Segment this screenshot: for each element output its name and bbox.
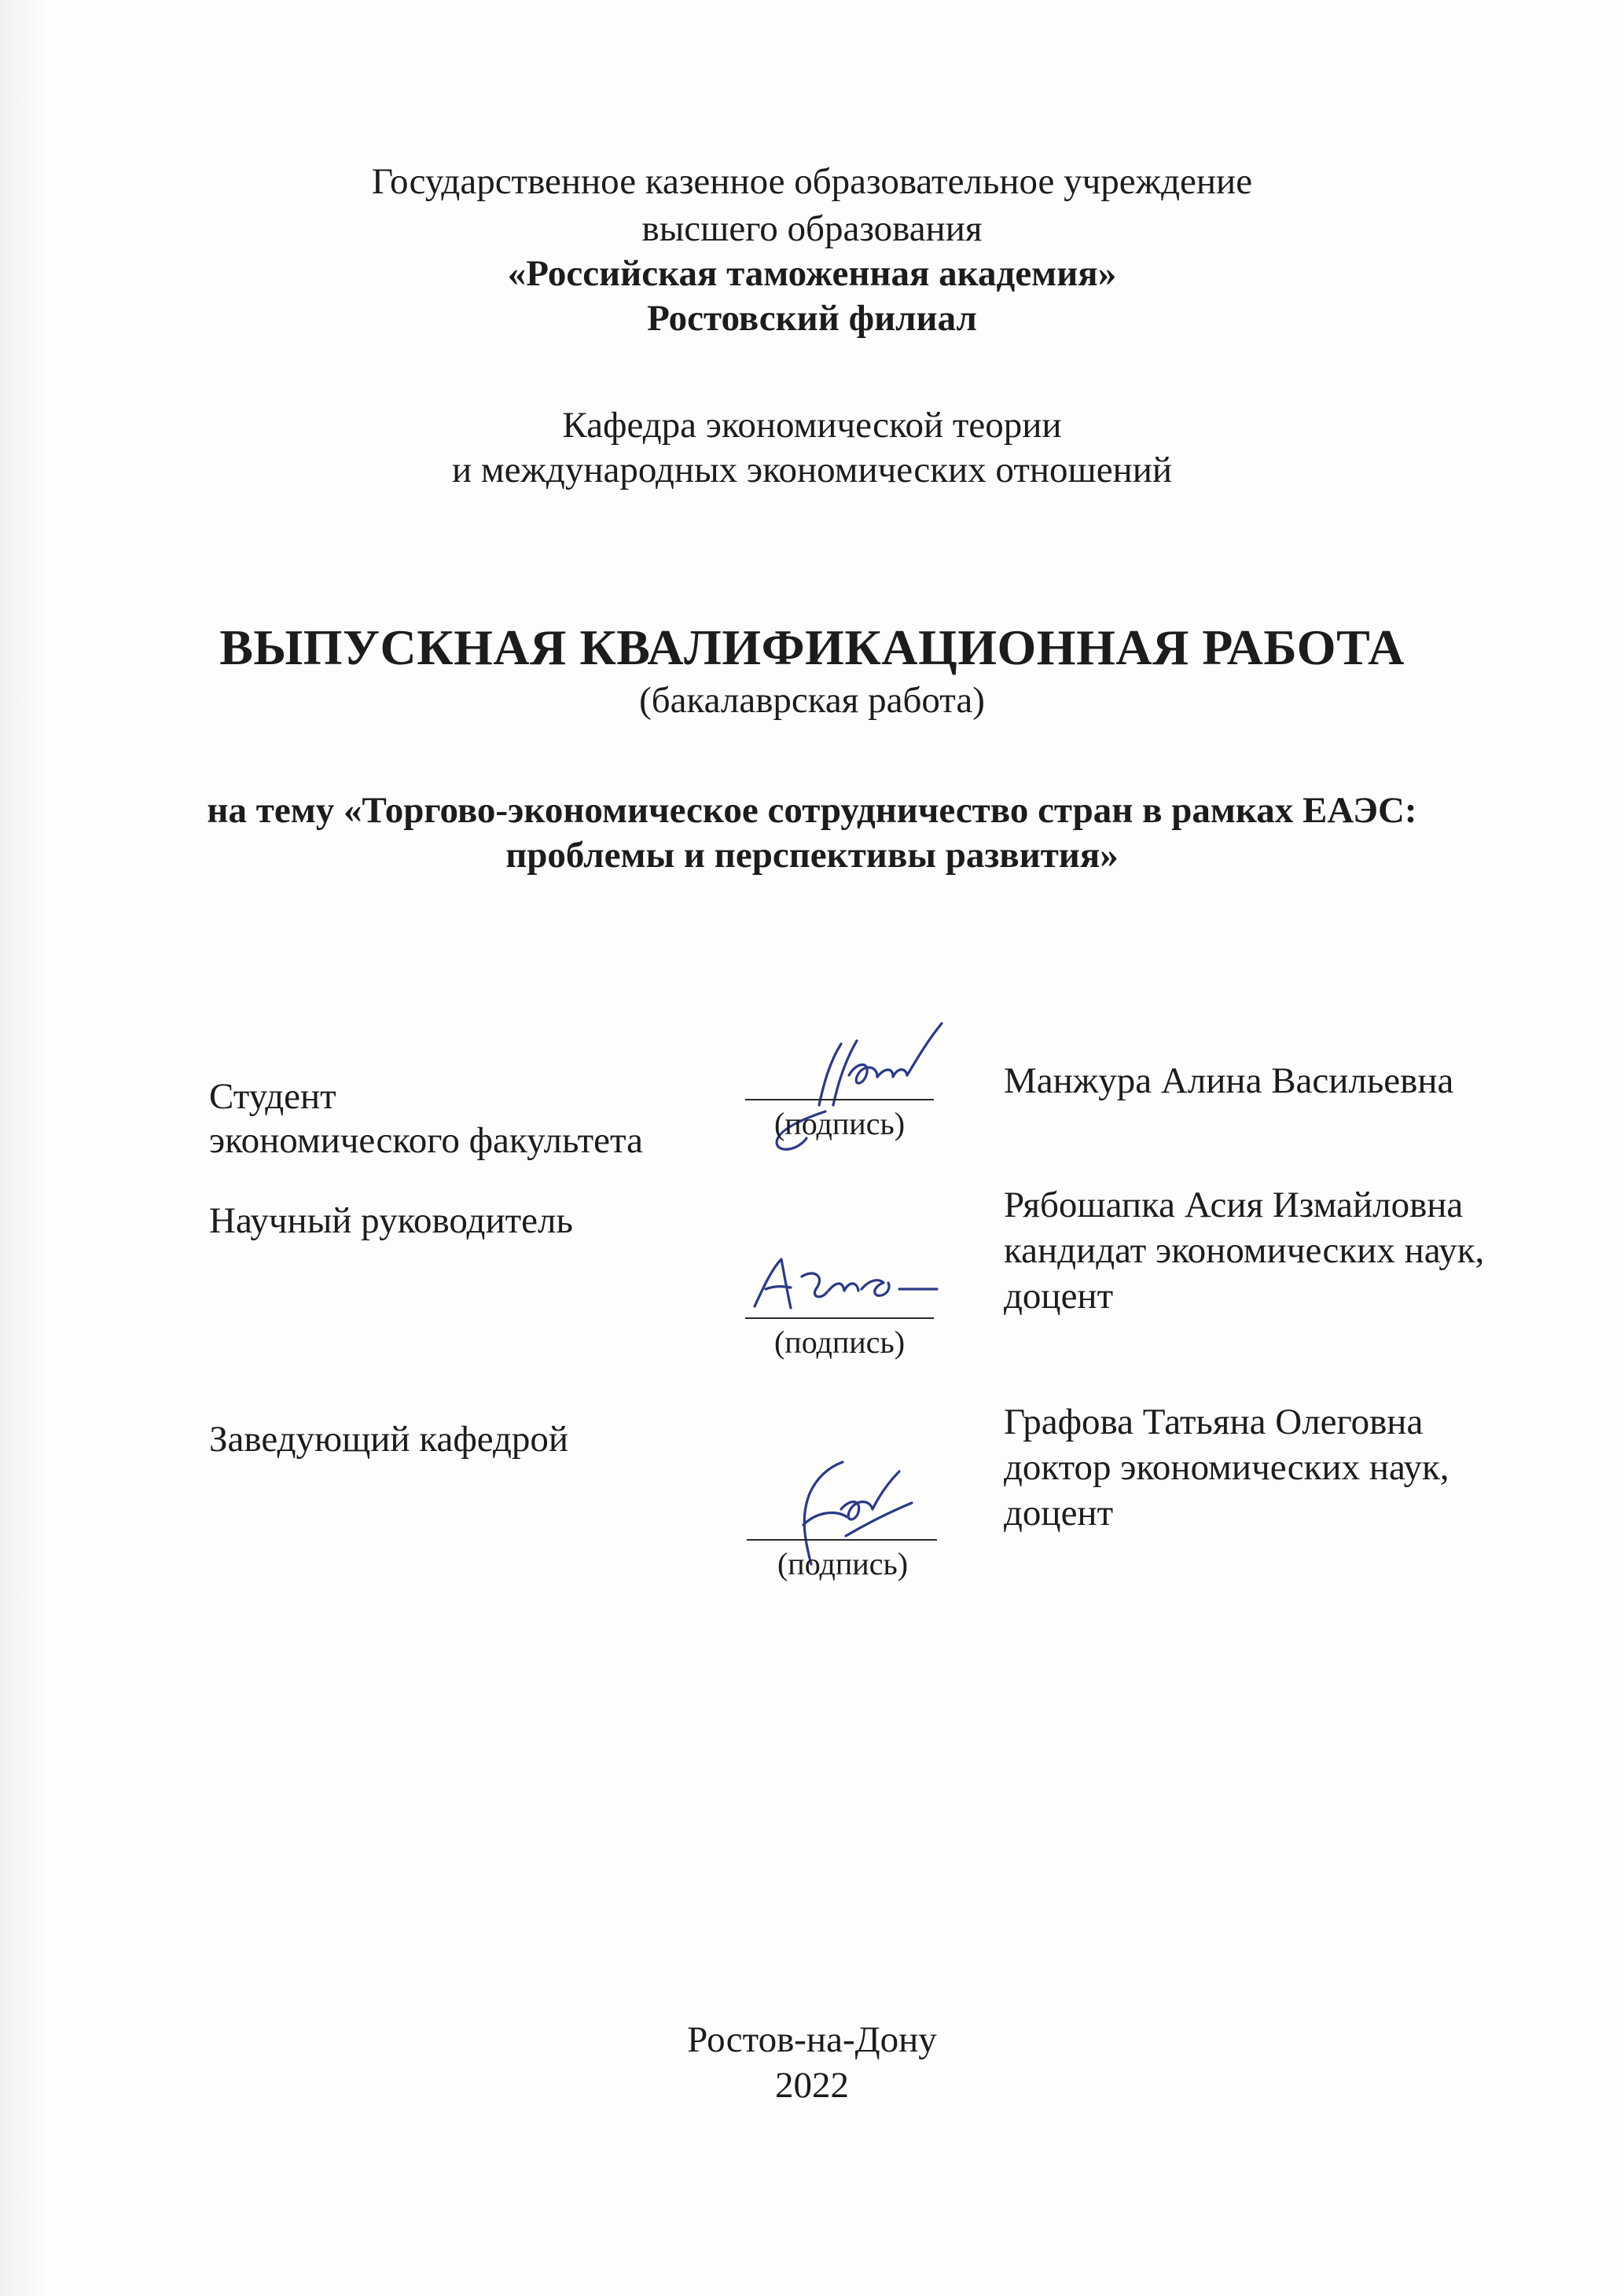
student-name: Манжура Алина Васильевна <box>1004 1060 1454 1101</box>
city: Ростов-на-Дону <box>687 2019 937 2060</box>
student-signature <box>731 1012 967 1170</box>
topic-line-1: на тему «Торгово-экономическое сотрудничество стран в рамках ЕАЭС: <box>207 790 1417 831</box>
student-faculty: экономического факультета <box>209 1120 643 1161</box>
scan-edge-shadow <box>0 0 47 2296</box>
institution-type: Государственное казенное образовательное учреждение <box>371 161 1253 202</box>
work-title: ВЫПУСКНАЯ КВАЛИФИКАЦИОННАЯ РАБОТА <box>219 619 1405 675</box>
academy-name: «Российская таможенная академия» <box>507 253 1117 294</box>
branch-name: Ростовский филиал <box>647 298 977 339</box>
department-line-2: и международных экономических отношений <box>451 450 1173 490</box>
head-degree: доктор экономических наук, <box>1004 1447 1449 1488</box>
topic-line-2: проблемы и перспективы развития» <box>505 835 1119 876</box>
head-name: Графова Татьяна Олеговна <box>1004 1401 1424 1442</box>
supervisor-signature-caption: (подпись) <box>773 1324 906 1360</box>
student-signature-line <box>745 1099 934 1100</box>
supervisor-signature <box>739 1242 975 1328</box>
head-signature-caption: (подпись) <box>777 1546 909 1581</box>
supervisor-degree: кандидат экономических наук, <box>1004 1230 1485 1271</box>
head-signature-line <box>747 1539 937 1541</box>
head-role: Заведующий кафедрой <box>209 1419 569 1460</box>
work-subtitle: (бакалаврская работа) <box>639 680 985 721</box>
supervisor-signature-line <box>745 1317 934 1319</box>
supervisor-role: Научный руководитель <box>209 1200 573 1241</box>
year: 2022 <box>775 2065 849 2106</box>
supervisor-position: доцент <box>1004 1276 1114 1317</box>
institution-level: высшего образования <box>641 208 983 249</box>
supervisor-name: Рябошапка Асия Измайловна <box>1004 1185 1464 1225</box>
student-signature-caption: (подпись) <box>773 1106 906 1141</box>
student-role: Студент <box>209 1076 336 1117</box>
head-position: доцент <box>1004 1493 1114 1534</box>
department-line-1: Кафедра экономической теории <box>562 405 1062 446</box>
